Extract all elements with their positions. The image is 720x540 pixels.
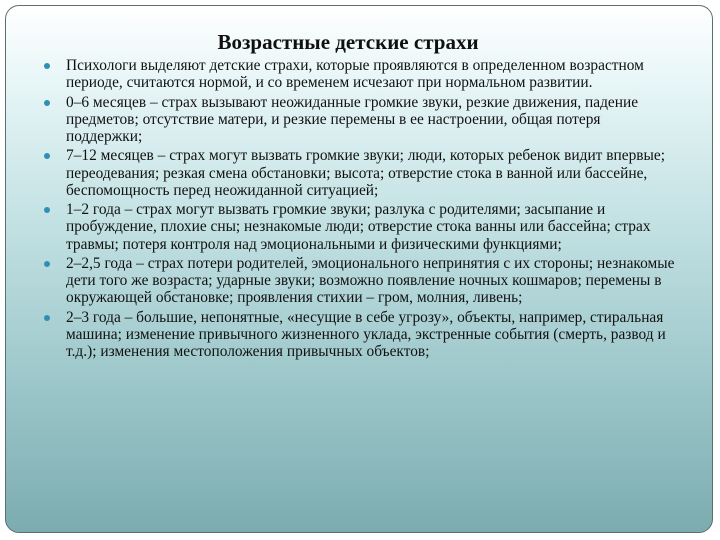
list-item-text: Психологи выделяют детские страхи, которые проявляются в определенном возрастном периоде, считаются нормой, и со временем исчезают при нормальном развитии.: [66, 57, 644, 92]
list-item-text: 7–12 месяцев – страх могут вызвать громкие звуки; люди, которых ребенок видит впервые; переодевания; резкая смена обстановки; высота; отверстие стока в ванной или бассейне, беспомощность перед неожиданной ситуацией;: [66, 147, 665, 199]
list-item-text: 1–2 года – страх могут вызвать громкие звуки; разлука с родителями; засыпание и пробуждение, плохие сны; незнакомые люди; отверстие стока ванны или бассейна; страх травмы; потеря контроля над эмоциональными и физическими функциями;: [66, 201, 651, 253]
bullet-icon: [44, 63, 50, 69]
slide-title: Возрастные детские страхи: [217, 30, 479, 54]
list-item: [42, 94, 678, 146]
list-item: [42, 57, 678, 91]
list-item-text: 2–2,5 года – страх потери родителей, эмоционального непринятия с их стороны; незнакомые дети того же возраста; ударные звуки; возможно появление ночных кошмаров; перемены в окружающей обстановке; проявления стихии – гром, молния, ливень;: [66, 254, 675, 307]
list-item: [42, 201, 678, 253]
slide: [5, 5, 713, 533]
list-item: [42, 309, 678, 361]
bullet-icon: [44, 153, 50, 159]
bullet-icon: [44, 207, 50, 213]
bullet-icon: [44, 100, 50, 106]
list-item: [42, 255, 678, 307]
bullet-list: [42, 57, 678, 363]
list-item-text: 0–6 месяцев – страх вызывают неожиданные громкие звуки, резкие движения, падение предметов; отсутствие матери, и резкие перемены в ее настроении, общая потеря поддержки;: [66, 93, 639, 145]
bullet-icon: [44, 315, 50, 321]
list-item-text: 2–3 года – большие, непонятные, «несущие в себе угрозу», объекты, например, стиральная машина; изменение привычного жизненного уклада, экстренные события (смерть, развод и т.д.); изменения местоположения привычных объектов;: [66, 308, 666, 361]
bullet-icon: [44, 261, 50, 267]
list-item: [42, 147, 678, 199]
